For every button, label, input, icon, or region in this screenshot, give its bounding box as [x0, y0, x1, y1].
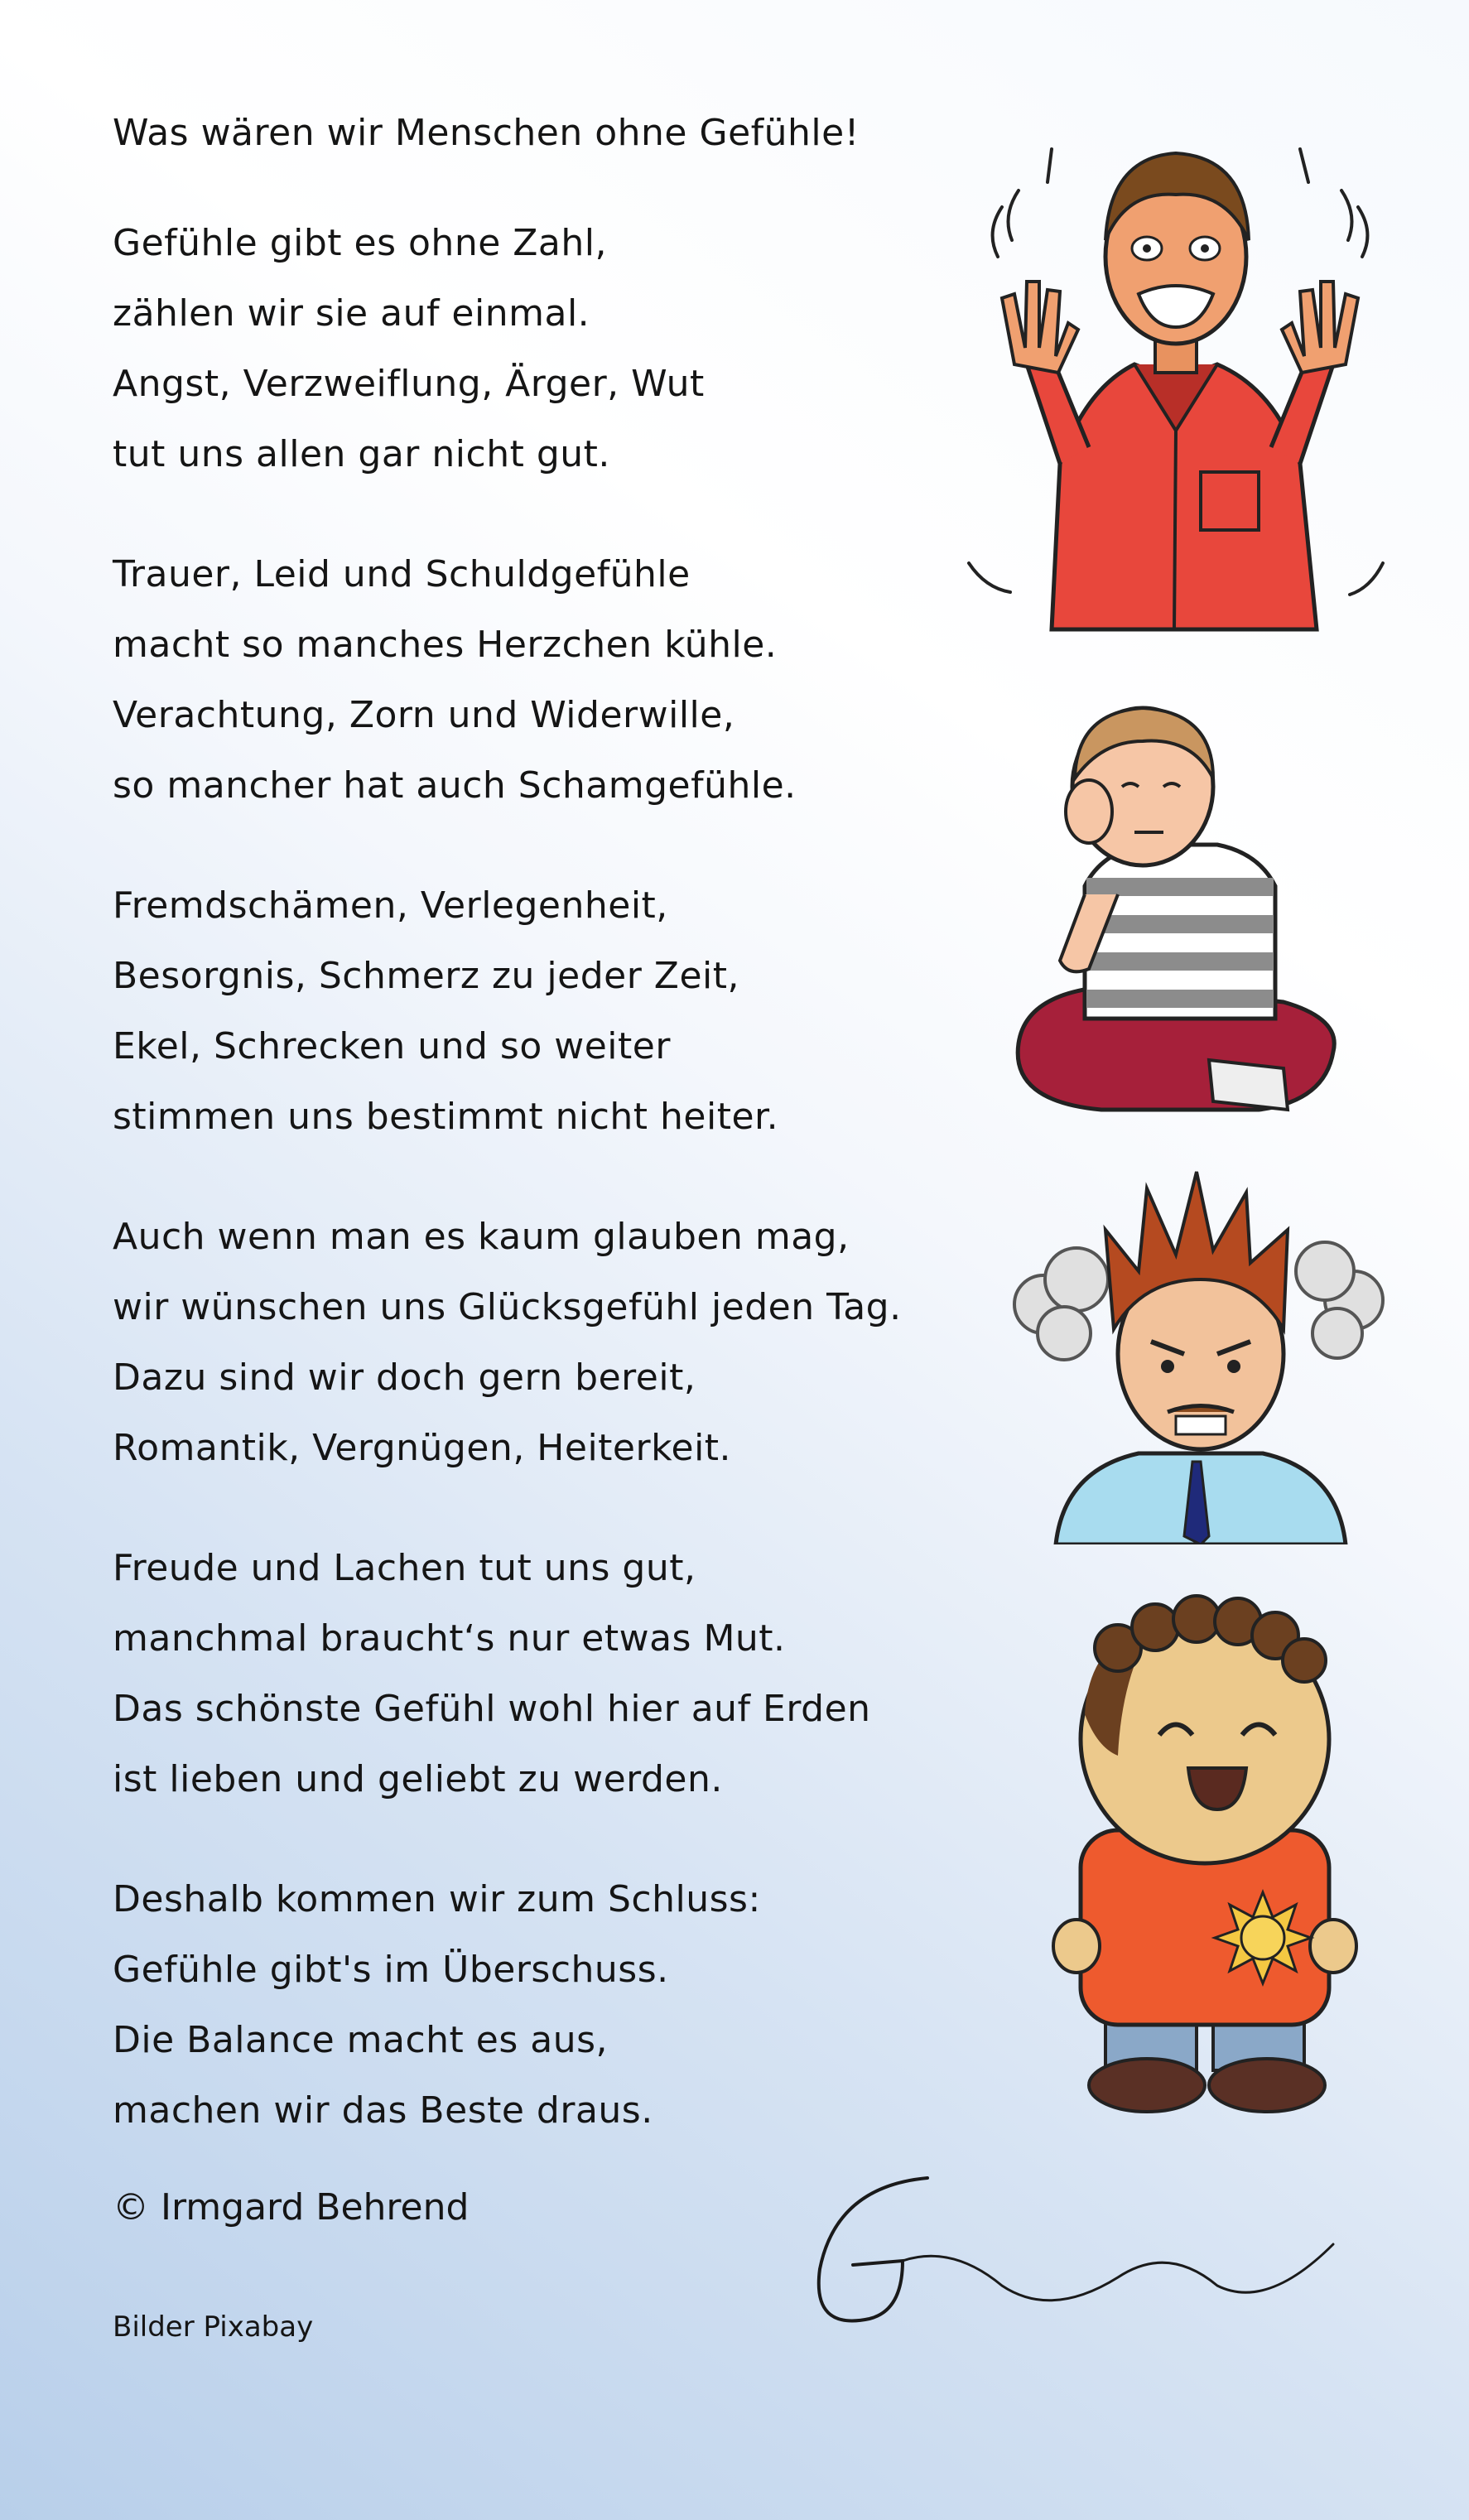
poem-line: Romantik, Vergnügen, Heiterkeit.	[113, 1427, 732, 1469]
poem-line: ist lieben und geliebt zu werden.	[113, 1758, 723, 1800]
poem-line: stimmen uns bestimmt nicht heiter.	[113, 1096, 779, 1138]
stanza-3	[113, 870, 990, 1152]
poem-title: Was wären wir Menschen ohne Gefühle!	[113, 112, 860, 154]
poem-line: Ekel, Schrecken und so weiter	[113, 1025, 671, 1067]
stanza-6	[113, 1864, 990, 2146]
poem-line: Deshalb kommen wir zum Schluss:	[113, 1878, 761, 1920]
poem-line: so mancher hat auch Schamgefühle.	[113, 764, 797, 807]
image-credit: Bilder Pixabay	[113, 2310, 314, 2344]
poem-line: Angst, Verzweiflung, Ärger, Wut	[113, 363, 705, 405]
gedichtezauber-logo	[803, 2153, 1366, 2352]
copyright-text: © Irmgard Behrend	[113, 2186, 470, 2228]
poem-line: Das schönste Gefühl wohl hier auf Erden	[113, 1688, 871, 1730]
poem-line: Verachtung, Zorn und Widerwille,	[113, 694, 735, 736]
poem-line: Besorgnis, Schmerz zu jeder Zeit,	[113, 955, 739, 997]
poem	[113, 98, 990, 2195]
poem-line: Auch wenn man es kaum glauben mag,	[113, 1216, 850, 1258]
poem-line: tut uns allen gar nicht gut.	[113, 433, 610, 475]
shocked-man-illustration	[952, 116, 1416, 646]
angry-man-illustration	[1006, 1155, 1395, 1544]
poem-line: Dazu sind wir doch gern bereit,	[113, 1356, 696, 1399]
poem-line: macht so manches Herzchen kühle.	[113, 624, 778, 666]
poem-line: wir wünschen uns Glücksgefühl jeden Tag.	[113, 1286, 902, 1328]
poem-line: Die Balance macht es aus,	[113, 2019, 609, 2061]
sad-sitting-boy-illustration	[1010, 687, 1366, 1143]
stanza-1	[113, 208, 990, 489]
poem-line: machen wir das Beste draus.	[113, 2089, 653, 2132]
happy-child-illustration	[1039, 1590, 1387, 2120]
poem-line: Gefühle gibt's im Überschuss.	[113, 1949, 669, 1991]
poem-line: Gefühle gibt es ohne Zahl,	[113, 222, 607, 264]
poem-line: Trauer, Leid und Schuldgefühle	[113, 553, 691, 595]
stanza-2	[113, 539, 990, 821]
poem-line: Fremdschämen, Verlegenheit,	[113, 884, 668, 927]
poem-line: zählen wir sie auf einmal.	[113, 292, 590, 335]
poem-line: manchmal braucht‘s nur etwas Mut.	[113, 1617, 786, 1660]
poem-line: Freude und Lachen tut uns gut,	[113, 1547, 696, 1589]
stanza-5	[113, 1533, 990, 1814]
stanza-4	[113, 1202, 990, 1483]
